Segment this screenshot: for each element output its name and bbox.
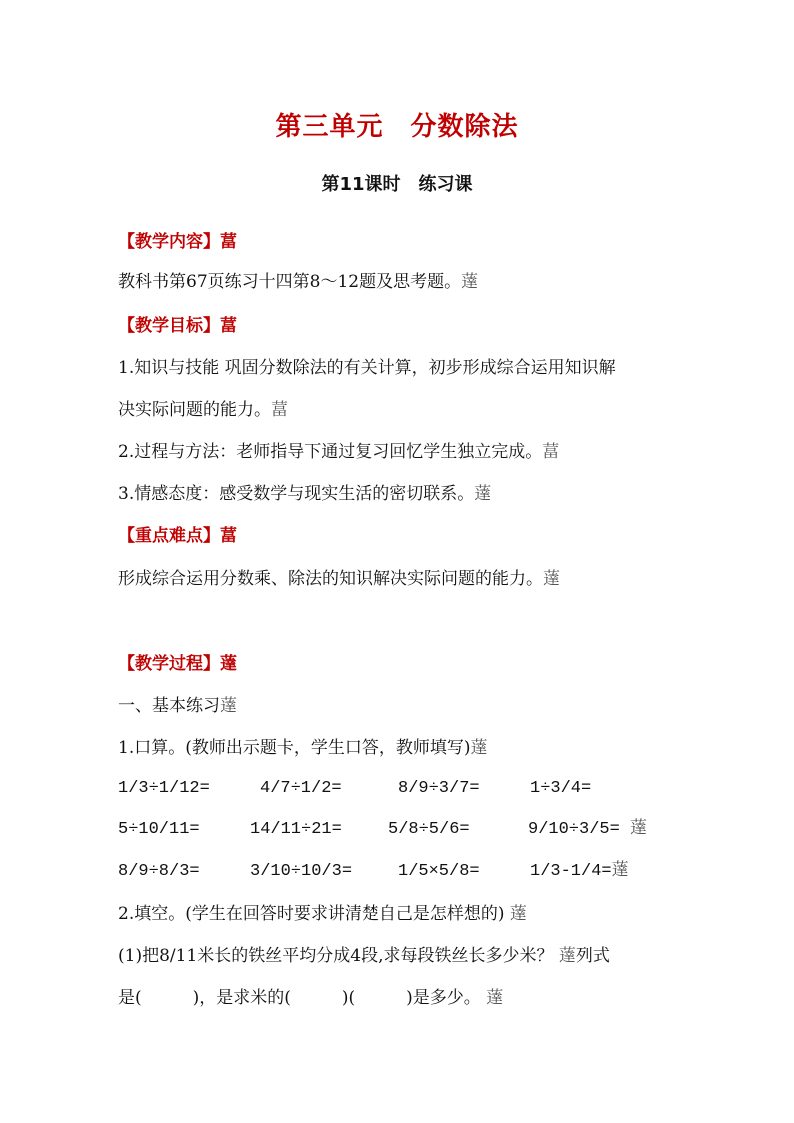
- oral-title-line: [118, 736, 487, 760]
- fill-q1-line1: [118, 944, 610, 968]
- process-heading-mark: 薘: [220, 654, 237, 674]
- lesson-subtitle: 第11课时 练习课: [321, 174, 473, 195]
- oral-item: 1÷3/4=: [530, 779, 592, 798]
- goals-heading-line: [118, 314, 237, 338]
- goals-heading-mark: 葍: [220, 316, 237, 336]
- unit-title: 第三单元 分数除法: [275, 112, 519, 142]
- key-text: 形成综合运用分数乘、除法的知识解决实际问题的能力。: [118, 569, 543, 589]
- content-text-line: [118, 270, 478, 294]
- oral-item: 1/5×5/8=: [398, 862, 480, 881]
- oral-item-with-mark: [530, 860, 629, 884]
- key-text-mark: 薘: [543, 569, 560, 589]
- basic-practice-line: [118, 694, 237, 718]
- oral-item: 14/11÷21=: [250, 820, 342, 839]
- goal2-text: 2.过程与方法：老师指导下通过复习回忆学生独立完成。: [118, 442, 543, 462]
- oral-item-with-mark: [528, 818, 647, 842]
- key-heading-line: [118, 524, 237, 548]
- fill-q1-text-2: 是( )，是求米的( )( )是多少。: [118, 988, 481, 1008]
- oral-title-mark: 薘: [470, 738, 488, 758]
- goal1-line2-wrap: [118, 398, 288, 422]
- key-heading-mark: 葍: [220, 526, 237, 546]
- fill-q1-line2: [118, 986, 503, 1010]
- oral-title: 1.口算。(教师出示题卡，学生口答，教师填写): [118, 738, 471, 758]
- fill-title-line: [118, 902, 527, 926]
- content-heading-line: [118, 230, 237, 254]
- content-heading: 【教学内容】: [118, 232, 220, 252]
- content-heading-mark: 葍: [220, 232, 237, 252]
- key-text-line: [118, 567, 560, 591]
- oral-item: 8/9÷8/3=: [118, 862, 200, 881]
- key-heading: 【重点难点】: [118, 526, 220, 546]
- oral-item: 4/7÷1/2=: [260, 779, 342, 798]
- fill-q1-text: (1)把8/11米长的铁丝平均分成4段,求每段铁丝长多少米？: [118, 946, 554, 966]
- fill-q1-mark: 薘: [558, 946, 576, 966]
- goal2-line: [118, 440, 559, 464]
- basic-practice-mark: 薘: [220, 696, 237, 716]
- oral-item: 5÷10/11=: [118, 820, 200, 839]
- goal1-line2: 决实际问题的能力。: [118, 400, 271, 420]
- oral-item: 9/10÷3/5=: [528, 820, 620, 839]
- process-heading: 【教学过程】: [118, 654, 220, 674]
- oral-row-mark: 薘: [611, 862, 629, 881]
- content-text-mark: 薘: [461, 272, 479, 292]
- oral-item: 3/10÷10/3=: [250, 862, 353, 881]
- process-heading-line: [118, 652, 237, 676]
- basic-practice: 一、基本练习: [118, 696, 220, 716]
- content-text: 教科书第67页练习十四第8～12题及思考题。: [118, 272, 462, 292]
- oral-item: 1/3÷1/12=: [118, 779, 210, 798]
- goal1-line1: 1.知识与技能 巩固分数除法的有关计算，初步形成综合运用知识解: [118, 358, 616, 378]
- goal3-text: 3.情感态度：感受数学与现实生活的密切联系。: [118, 484, 475, 504]
- fill-title: 2.填空。(学生在回答时要求讲清楚自己是怎样想的): [118, 904, 505, 924]
- goal3-mark: 薘: [474, 484, 492, 504]
- oral-item: 5/8÷5/6=: [388, 820, 470, 839]
- fill-q1-line2-mark: 薘: [486, 988, 504, 1008]
- fill-q1-tail: 列式: [575, 946, 610, 966]
- goals-heading: 【教学目标】: [118, 316, 220, 336]
- goal1-mark: 葍: [271, 400, 288, 420]
- oral-row-mark: 薘: [630, 820, 648, 839]
- oral-item: 1/3-1/4=: [530, 862, 612, 881]
- goal3-line: [118, 482, 491, 506]
- oral-item: 8/9÷3/7=: [398, 779, 480, 798]
- goal2-mark: 葍: [542, 442, 560, 462]
- fill-title-mark: 薘: [509, 904, 527, 924]
